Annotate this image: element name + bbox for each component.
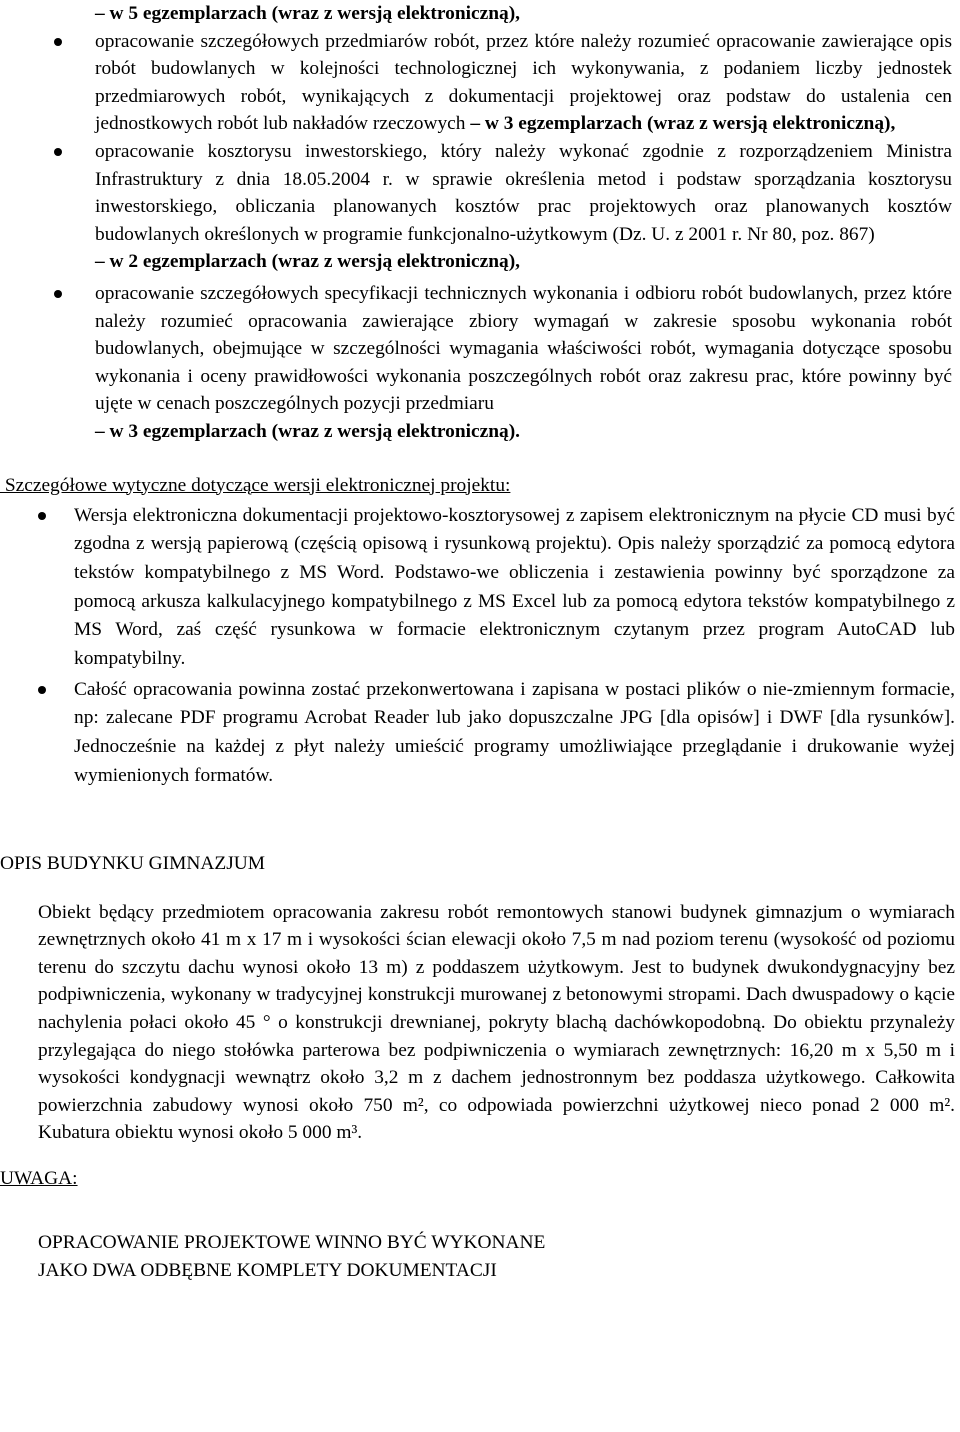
item-text: Wersja elektroniczna dokumentacji projektowo-kosztorysowej z zapisem elektronicznym na płycie CD musi być zgodna z wersją papierową (częścią opisową i rysunkową projektu). Opis należy sporządzić za pomocą edytora tekstów kompatybilnego z MS Word. Podstawo-we obliczenia i zestawienia powinny być sporządzone za pomocą arkusza kalkulacyjnego kompatybilnego z MS Excel lub za pomocą edytora tekstów kompatybilnego z MS Word, zaś część rysunkowa w formacie elektronicznym czytanym przez program AutoCAD lub kompatybilny. xyxy=(74,504,955,670)
list-item-przedmiary xyxy=(0,28,952,138)
note-line-2: JAKO DWA ODBĘBNE KOMPLETY DOKUMENTACJI xyxy=(38,1259,497,1281)
electronic-guidelines-list xyxy=(0,502,960,791)
item-text: Całość opracowania powinna zostać przekonwertowana i zapisana w postaci plików o nie-zmiennym formacie, np: zalecane PDF programu Acrobat Reader lub jako dopuszczalne JPG [dla opisów] i DWF [dla rysunków]. Jednocześnie na każdej z płyt należy umieścić programy umożliwiające przeglądanie i drukowanie wyżej wymienionych formatów. xyxy=(74,678,955,786)
list-item-file-format xyxy=(0,676,955,791)
note-label: UWAGA: xyxy=(0,1167,78,1189)
list-item-kosztorys xyxy=(0,138,952,276)
copies-line: – w 3 egzemplarzach (wraz z wersją elektroniczną). xyxy=(95,420,521,442)
item-text: opracowanie kosztorysu inwestorskiego, który należy wykonać zgodnie z rozporządzeniem Ministra Infrastruktury z dnia 18.05.2004 r. w sprawie określenia metod i podstaw sporządzania kosztorysu inwestorskiego, obliczania planowanych kosztów prac projektowych oraz planowanych kosztów budowlanych określonych w programie funkcjonalno-użytkowym (Dz. U. z 2001 r. Nr 80, poz. 867) xyxy=(95,140,952,245)
copies-line: – w 2 egzemplarzach (wraz z wersją elektroniczną), xyxy=(95,251,521,273)
list-item-electronic-version xyxy=(0,502,955,674)
building-section-title: OPIS BUDYNKU GIMNAZJUM xyxy=(0,852,266,874)
electronic-version-heading: Szczegółowe wytyczne dotyczące wersji elektronicznej projektu: xyxy=(0,474,511,496)
item-text: opracowanie szczegółowych specyfikacji technicznych wykonania i odbioru robót budowlanych, przez które należy rozumieć opracowania zawierające zbiory wymagań w zakresie sposobu wykonania robót budowlanych, obejmujące w szczególności wymagania właściwości robót, wymagania dotyczące sposobu wykonania i oceny prawidłowości wykonania poszczególnych robót oraz zakresu prac, które powinny być ujęte w cenach poszczególnych pozycji przedmiaru xyxy=(95,282,952,415)
building-description: Obiekt będący przedmiotem opracowania zakresu robót remontowych stanowi budynek gimnazjum o wymiarach zewnętrznych około 41 m x 17 m i wysokości ścian elewacji około 7,5 m nad poziom terenu (wysokość od poziomu terenu do szczytu dachu wynosi około 13 m) z poddaszem użytkowym. Jest to budynek dwukondygnacyjny bez podpiwniczenia, wykonany w tradycyjnej konstrukcji murowanej z betonowymi stropami. Dach dwuspadowy o kącie nachylenia połaci około 45 ° o konstrukcji drewnianej, pokryty blachą dachówkopodobną. Do obiektu przynależy przylegająca do niego stołówka parterowa bez podpiwniczenia o wymiarach zewnętrznych: 16,20 m x 5,50 m i wysokości kondygnacji wewnątrz około 3,2 m z dachem jednostronnym bez poddasza użytkowego. Całkowita powierzchnia zabudowy wynosi około 750 m², co odpowiada powierzchni użytkowej nieco ponad 2 000 m². Kubatura obiektu wynosi około 5 000 m³. xyxy=(38,901,955,1144)
note-line-1: OPRACOWANIE PROJEKTOWE WINNO BYĆ WYKONANE xyxy=(38,1231,546,1253)
scope-list xyxy=(0,28,960,446)
item-text: opracowanie szczegółowych przedmiarów robót, przez które należy rozumieć opracowanie zawierające opis robót budowlanych w kolejności technologicznej ich wykonywania, z podaniem liczby jednostek przedmiarowych robót, wynikających z dokumentacji projektowej oraz podstaw do ustalenia cen jednostkowych robót lub nakładów rzeczowych xyxy=(95,30,952,135)
copies-line-1: – w 5 egzemplarzach (wraz z wersją elektroniczną), xyxy=(95,3,521,24)
copies-inline: – w 3 egzemplarzach (wraz z wersją elektroniczną), xyxy=(470,113,896,135)
list-item-specyfikacje xyxy=(0,280,952,446)
